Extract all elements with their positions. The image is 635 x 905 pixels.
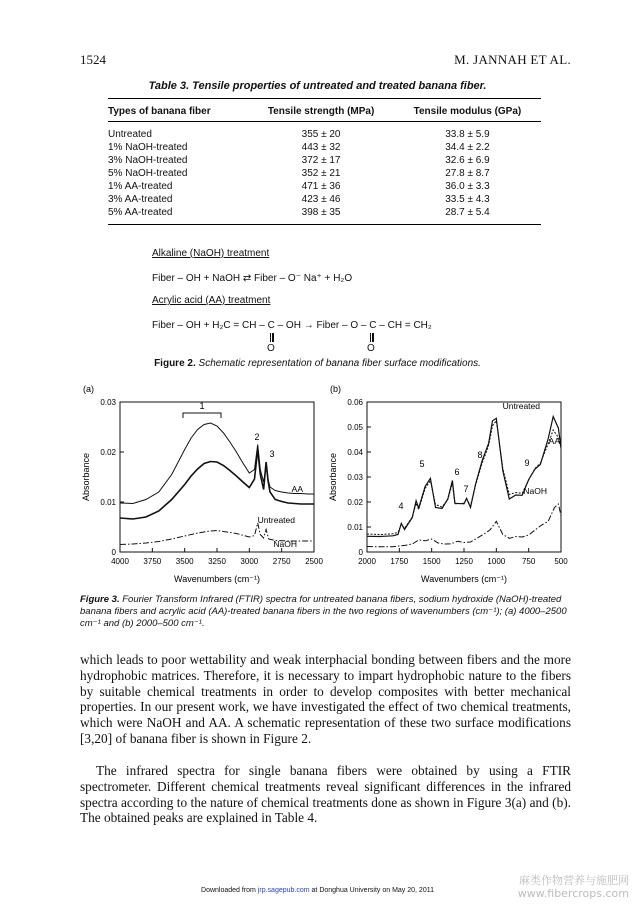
table-row xyxy=(108,122,541,142)
alkaline-treatment-title: Alkaline (NaOH) treatment xyxy=(152,248,270,259)
body-paragraph-2: The infrared spectra for single banana fibers were obtained by using a FTIR spectrometer. Different chemical treatments reveal significant differences in the infrared spectra according to the nature of chemical treatments done as shown in Figure 3(a) and (b). The obtained peaks are explained in Table 4. xyxy=(80,763,571,826)
peak-label-8: 8 xyxy=(477,450,483,460)
axis-ticks-b xyxy=(347,398,568,566)
watermark-line-1: 麻类作物营养与施肥网 xyxy=(519,874,629,887)
series-labels-b xyxy=(503,401,561,496)
table-cell: 398 ± 35 xyxy=(248,206,394,225)
series-label-aa: AA xyxy=(291,484,303,494)
double-bond-line-left xyxy=(270,333,272,342)
tensile-properties-table xyxy=(108,98,541,225)
table-cell: 471 ± 36 xyxy=(301,181,341,192)
y-tick-label: 0.05 xyxy=(347,423,363,432)
figure3-caption-label: Figure 3. xyxy=(80,594,120,605)
table-cell: 443 ± 32 xyxy=(301,142,341,153)
x-tick-label: 1250 xyxy=(455,557,473,566)
x-tick-label: 2500 xyxy=(305,557,323,566)
table-cell: Untreated xyxy=(108,129,152,140)
series-label-naoh: NaOH xyxy=(523,486,547,496)
alkaline-equation: Fiber – OH + NaOH ⇄ Fiber – O⁻ Na⁺ + H₂O xyxy=(152,273,353,284)
x-tick-label: 3250 xyxy=(208,557,226,566)
double-bond-line-right xyxy=(370,333,372,342)
x-tick-label: 2000 xyxy=(358,557,376,566)
table-cell: 372 ± 17 xyxy=(301,155,341,166)
table-row xyxy=(108,180,541,193)
table-cell: 32.6 ± 6.9 xyxy=(445,155,490,166)
table-row xyxy=(108,206,541,225)
series-line-naoh xyxy=(367,504,561,547)
peak-label-1: 1 xyxy=(199,401,205,411)
series-lines-a xyxy=(120,423,314,545)
x-tick-label: 1750 xyxy=(390,557,409,566)
table-header-row xyxy=(108,99,541,122)
table-cell: 352 ± 21 xyxy=(301,168,341,179)
body-paragraph-1: which leads to poor wettability and weak interphacial bonding between fibers and the more hydrophobic matrices. Therefore, it is necessary to impart hydrophobic nature to the fibers by suitable chemical treatments in order to develop composites with better mechanical properties. In our present work, we have investigated the effect of two chemical treatments, which were NaOH and AA. A schematic representation of these two surface modifications [3,20] of banana fiber is shown in Figure 2. xyxy=(80,652,571,746)
table-row xyxy=(108,167,541,180)
x-tick-label: 1500 xyxy=(422,557,441,566)
table3-caption: Table 3. Tensile properties of untreated and treated banana fiber. xyxy=(148,80,487,92)
y-axis-label-a: Absorbance xyxy=(81,452,91,502)
peak-label-6: 6 xyxy=(454,467,460,477)
x-tick-label: 750 xyxy=(521,557,536,566)
panel-label-a: (a) xyxy=(83,384,94,394)
carbonyl-oxygen-right: O xyxy=(367,343,375,354)
table-cell: 355 ± 20 xyxy=(301,129,341,140)
plot-frame-b xyxy=(367,402,561,552)
acrylic-treatment-title: Acrylic acid (AA) treatment xyxy=(152,295,271,306)
y-axis-label-b: Absorbance xyxy=(328,452,338,502)
chart-panel-b xyxy=(328,384,568,584)
column-header: Tensile strength (MPa) xyxy=(248,99,394,122)
footer-suffix: at Donghua University on May 20, 2011 xyxy=(309,887,434,894)
watermark-line-2: www.fibercrops.com xyxy=(517,887,629,900)
carbonyl-oxygen-left: O xyxy=(267,343,275,354)
figure2-caption-label: Figure 2. xyxy=(154,358,196,369)
table-row xyxy=(108,154,541,167)
x-axis-label-b: Wavenumbers (cm⁻¹) xyxy=(421,574,507,584)
series-label-untreated: Untreated xyxy=(257,515,295,525)
y-tick-label: 0.03 xyxy=(347,473,363,482)
series-line-aa xyxy=(367,421,561,535)
panel-label-b: (b) xyxy=(330,384,341,394)
y-tick-label: 0.01 xyxy=(347,523,363,532)
table-cell: 28.7 ± 5.4 xyxy=(394,206,541,225)
figure2-caption-text: Schematic representation of banana fiber surface modifications. xyxy=(195,358,481,369)
series-line-untreated xyxy=(367,417,561,537)
x-tick-label: 3000 xyxy=(240,557,259,566)
figure3-ftir-spectra xyxy=(75,380,635,590)
x-tick-label: 1000 xyxy=(487,557,506,566)
series-labels-a xyxy=(258,484,304,549)
x-tick-label: 3750 xyxy=(143,557,162,566)
footer-journal-link[interactable]: jrp.sagepub.com xyxy=(257,887,310,894)
table-cell: 3% AA-treated xyxy=(108,194,173,205)
table-cell: 1% NaOH-treated xyxy=(108,142,188,153)
table-cell: 36.0 ± 3.3 xyxy=(445,181,490,192)
table-cell: 27.8 ± 8.7 xyxy=(445,168,490,179)
x-tick-label: 3500 xyxy=(175,557,194,566)
x-tick-label: 500 xyxy=(554,557,568,566)
peak-label-3: 3 xyxy=(269,449,275,459)
page-number: 1524 xyxy=(80,52,106,67)
series-line-untreated xyxy=(120,423,314,504)
table-cell: 33.8 ± 5.9 xyxy=(445,129,490,140)
series-label-aa: AA xyxy=(548,436,560,446)
peak-label-9: 9 xyxy=(524,458,530,468)
peak-group-bracket xyxy=(183,413,221,418)
plot-frame-a xyxy=(120,402,314,552)
y-tick-label: 0 xyxy=(358,548,363,557)
footer-prefix: Downloaded from xyxy=(201,887,258,894)
chart-panel-a xyxy=(81,384,323,584)
table-cell: 34.4 ± 2.2 xyxy=(445,142,490,153)
y-tick-label: 0.04 xyxy=(347,448,363,457)
y-tick-label: 0.01 xyxy=(100,498,116,507)
x-tick-label: 2750 xyxy=(272,557,291,566)
y-tick-label: 0.06 xyxy=(347,398,363,407)
site-watermark xyxy=(518,874,629,900)
acrylic-equation: Fiber – OH + H₂C = CH – C – OH → Fiber – O – C – CH = CH₂ xyxy=(152,320,432,331)
figure3-caption xyxy=(80,594,572,630)
table-cell: 5% NaOH-treated xyxy=(108,168,188,179)
running-header-authors: M. JANNAH ET AL. xyxy=(454,52,571,67)
table-cell: 3% NaOH-treated xyxy=(108,155,188,166)
column-header: Types of banana fiber xyxy=(108,99,248,122)
table-cell: 1% AA-treated xyxy=(108,181,173,192)
peak-label-4: 4 xyxy=(398,501,404,511)
series-label-untreated: Untreated xyxy=(502,401,540,411)
column-header: Tensile modulus (GPa) xyxy=(394,99,541,122)
table-row xyxy=(108,193,541,206)
y-tick-label: 0.02 xyxy=(100,448,116,457)
peak-label-2: 2 xyxy=(254,432,260,442)
figure2-caption xyxy=(0,358,635,369)
figure3-caption-text: Fourier Transform Infrared (FTIR) spectra for untreated banana fibers, sodium hydroxide (NaOH)-treated banana fibers and acrylic acid (AA)-treated banana fibers in the two regions of wavenumbers (cm⁻¹); (a) 4000–2500 cm⁻¹ and (b) 2000–500 cm⁻¹. xyxy=(80,594,567,629)
table-cell: 5% AA-treated xyxy=(108,206,248,225)
x-tick-label: 4000 xyxy=(111,557,129,566)
series-label-naoh: NaOH xyxy=(273,539,297,549)
y-tick-label: 0.02 xyxy=(347,498,363,507)
table-cell: 423 ± 46 xyxy=(301,194,341,205)
series-line-aa xyxy=(120,450,314,520)
peak-label-5: 5 xyxy=(419,459,425,469)
y-tick-label: 0.03 xyxy=(100,398,116,407)
table-cell: 33.5 ± 4.3 xyxy=(445,194,490,205)
peak-label-7: 7 xyxy=(463,484,469,494)
series-lines-b xyxy=(367,417,561,547)
x-axis-label-a: Wavenumbers (cm⁻¹) xyxy=(174,574,260,584)
y-tick-label: 0 xyxy=(111,548,116,557)
table-row xyxy=(108,141,541,154)
